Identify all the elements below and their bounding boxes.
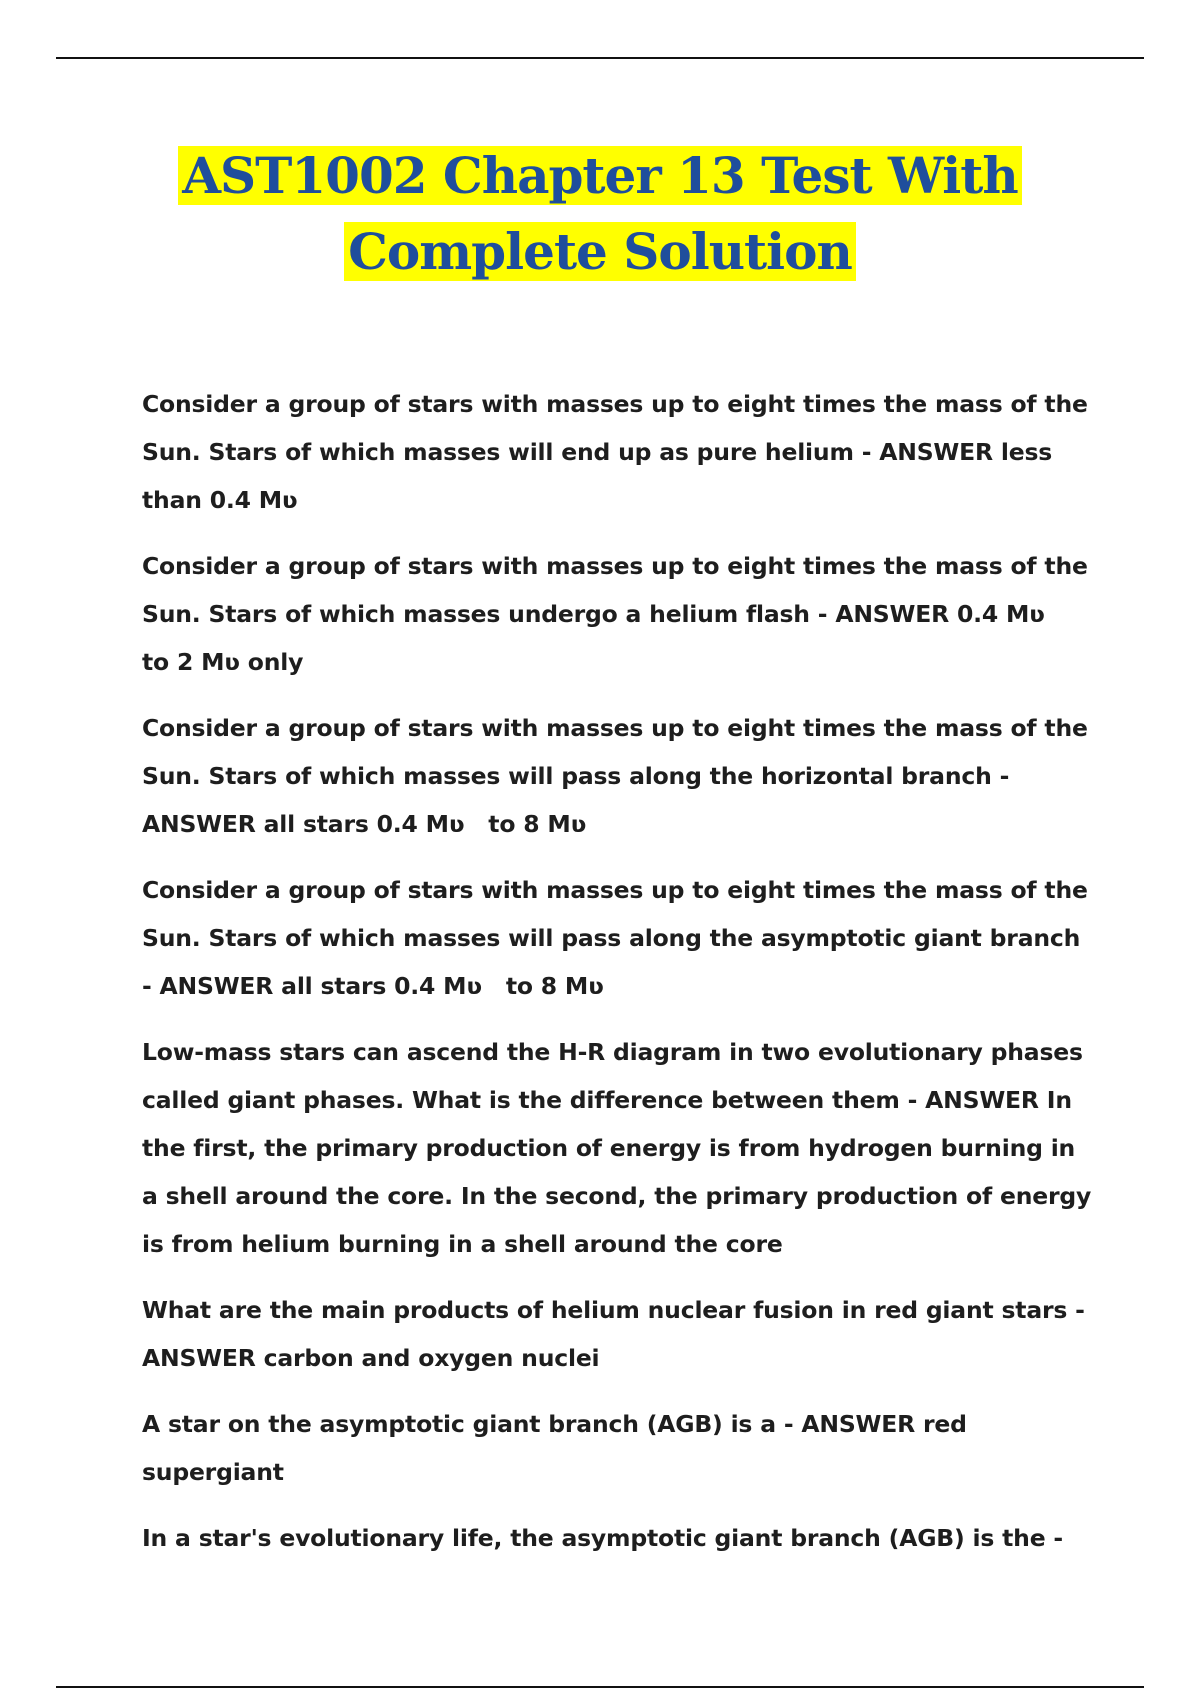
qa-item: In a star's evolutionary life, the asymptotic giant branch (AGB) is the -: [142, 1524, 1063, 1552]
title-line-2: Complete Solution: [344, 222, 856, 281]
title-line-1: AST1002 Chapter 13 Test With: [178, 146, 1021, 205]
qa-item: What are the main products of helium nuclear fusion in red giant stars - ANSWER carbon and oxygen nuclei: [142, 1296, 1085, 1372]
document-title: [0, 138, 1200, 290]
top-rule: [56, 57, 1144, 59]
qa-item: A star on the asymptotic giant branch (AGB) is a - ANSWER red supergiant: [142, 1410, 967, 1486]
qa-item: Consider a group of stars with masses up to eight times the mass of the Sun. Stars of which masses will pass along the asymptotic giant branch - ANSWER all stars 0.4 Mʋ to 8 Mʋ: [142, 876, 1088, 1000]
qa-item: Consider a group of stars with masses up to eight times the mass of the Sun. Stars of which masses will pass along the horizontal branch - ANSWER all stars 0.4 Mʋ to 8 Mʋ: [142, 714, 1088, 838]
bottom-rule: [56, 1686, 1144, 1688]
qa-item: Consider a group of stars with masses up to eight times the mass of the Sun. Stars of which masses undergo a helium flash - ANSWER 0.4 Mʋ to 2 Mʋ only: [142, 552, 1088, 676]
qa-item: Low-mass stars can ascend the H-R diagram in two evolutionary phases called giant phases. What is the difference between them - ANSWER In the first, the primary production of energy is from hydrogen burning in a shell around the core. In the second, the primary production of energy is from helium burning in a shell around the core: [142, 1038, 1092, 1258]
qa-item: Consider a group of stars with masses up to eight times the mass of the Sun. Stars of which masses will end up as pure helium - ANSWER less than 0.4 Mʋ: [142, 390, 1088, 514]
question-answer-list: [142, 380, 1092, 1580]
